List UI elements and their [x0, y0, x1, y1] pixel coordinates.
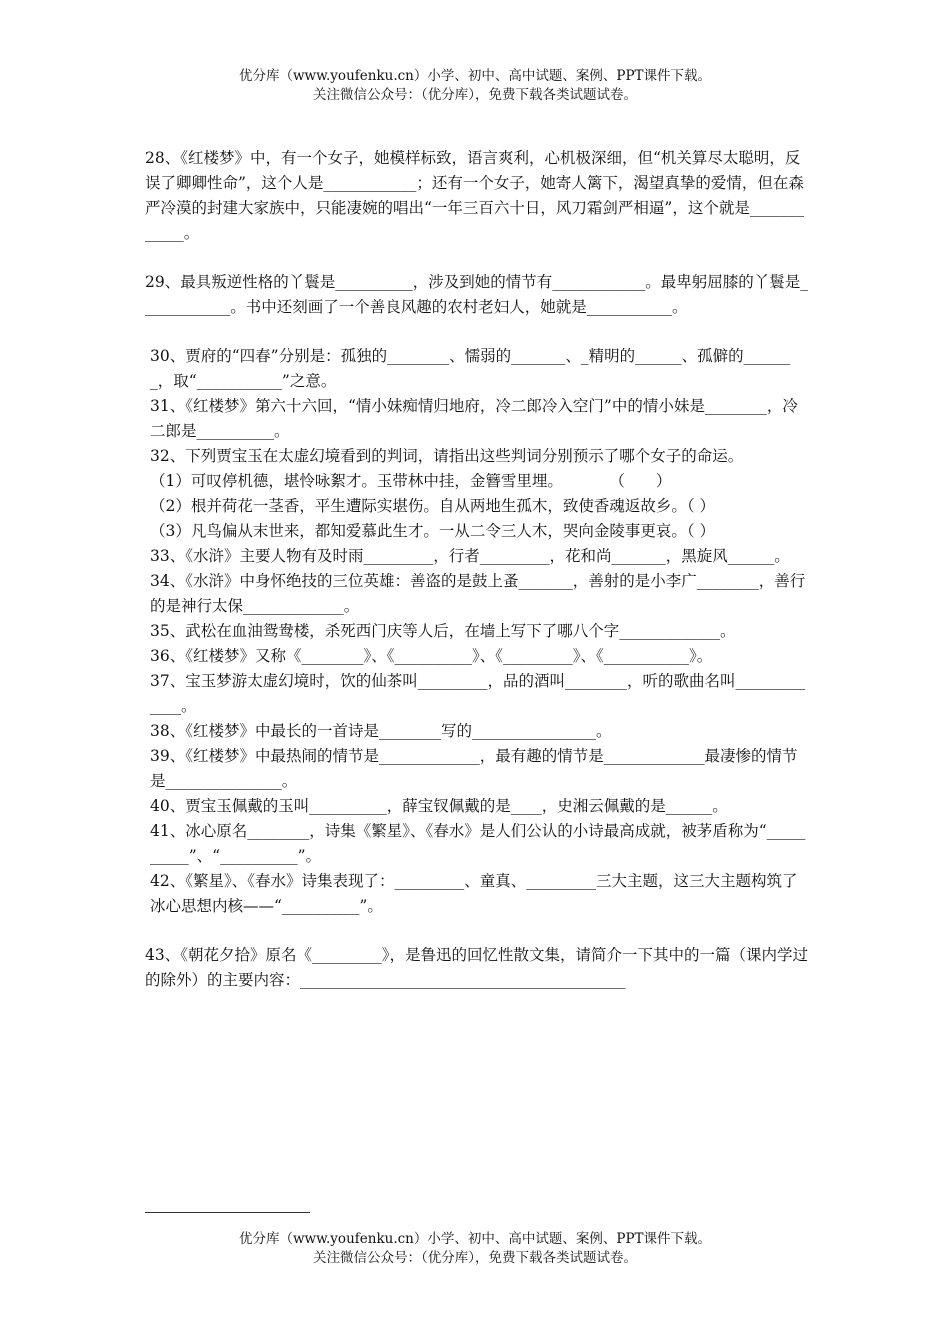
- question-list: [145, 146, 810, 993]
- question-33: 33、《水浒》主要人物有及时雨_________，行者_________，花和尚_______，黑旋风______。: [150, 547, 790, 565]
- page-footer: [0, 1230, 950, 1268]
- question-28: 28、《红楼梦》中，有一个女子，她模样标致，语言爽利，心机极深细，但“机关算尽太聪明，反误了卿卿性命”，这个人是____________；还有一个女子，她寄人篱下，渴望真挚的爱情，但在森严冷漠的封建大家族中，只能凄婉的唱出“一年三百六十日，风刀霜剑严相逼”，这个就是____________。: [145, 149, 805, 242]
- footer-line-2: 关注微信公众号：（优分库），免费下载各类试题试卷。: [313, 1250, 637, 1266]
- question-38: 38、《红楼梦》中最长的一首诗是________写的________________。: [150, 722, 612, 740]
- header-line-1: 优分库（www.youfenku.cn）小学、初中、高中试题、案例、PPT课件下载。: [238, 68, 712, 84]
- page-header: [0, 67, 950, 105]
- question-32-item-3: （3）凡鸟偏从末世来，都知爱慕此生才。一从二令三人木，哭向金陵事更哀。（ ）: [150, 522, 716, 540]
- question-43: 43、《朝花夕拾》原名《_________》，是鲁迅的回忆性散文集，请简介一下其中的一篇（课内学过的除外）的主要内容：__________________________________________: [145, 946, 808, 989]
- question-39: 39、《红楼梦》中最热闹的情节是_____________，最有趣的情节是_____________最凄惨的情节是_______________。: [150, 747, 798, 790]
- question-32-item-1: （1）可叹停机德，堪怜咏絮才。玉带林中挂，金簪雪里埋。 （ ）: [150, 472, 672, 490]
- question-37: 37、宝玉梦游太虚幻境时，饮的仙茶叫_________，品的酒叫________，听的歌曲名叫_____________。: [150, 672, 806, 715]
- question-34: 34、《水浒》中身怀绝技的三位英雄：善盗的是鼓上蚤_______，善射的是小李广________，善行的是神行太保_____________。: [150, 572, 806, 615]
- question-31: 31、《红楼梦》第六十六回，“情小妹痴情归地府，冷二郎冷入空门”中的情小妹是________，冷二郎是__________。: [150, 397, 798, 440]
- question-41: 41、冰心原名________，诗集《繁星》、《春水》是人们公认的小诗最高成就，被茅盾称为“__________”、“__________”。: [150, 822, 806, 865]
- question-42: 42、《繁星》、《春水》诗集表现了：_________、童真、_________三大主题，这三大主题构筑了冰心思想内核——“__________”。: [150, 872, 798, 915]
- question-32-item-2: （2）根并荷花一茎香，平生遭际实堪伤。自从两地生孤木，致使香魂返故乡。（ ）: [150, 497, 716, 515]
- question-32: 32、下列贾宝玉在太虚幻境看到的判词，请指出这些判词分别预示了哪个女子的命运。: [150, 447, 744, 465]
- question-35: 35、武松在血油鸳鸯楼，杀死西门庆等人后，在墙上写下了哪八个字_____________。: [150, 622, 736, 640]
- answer-line: [145, 1212, 310, 1213]
- question-36: 36、《红楼梦》又称《________》、《__________》、《_________》、《___________》。: [150, 647, 713, 665]
- footer-line-1: 优分库（www.youfenku.cn）小学、初中、高中试题、案例、PPT课件下载。: [238, 1231, 712, 1247]
- question-40: 40、贾宝玉佩戴的玉叫__________，薛宝钗佩戴的是____，史湘云佩戴的是______。: [150, 797, 728, 815]
- question-30: 30、贾府的“四春”分别是：孤独的________、懦弱的_______、_精明的______、孤僻的_______，取“___________”之意。: [150, 347, 791, 390]
- question-29: 29、最具叛逆性格的丫鬟是__________，涉及到她的情节有____________。最卑躬屈膝的丫鬟是____________。书中还刻画了一个善良风趣的农村老妇人，她就是___________。: [145, 273, 808, 316]
- header-line-2: 关注微信公众号：（优分库），免费下载各类试题试卷。: [313, 87, 637, 103]
